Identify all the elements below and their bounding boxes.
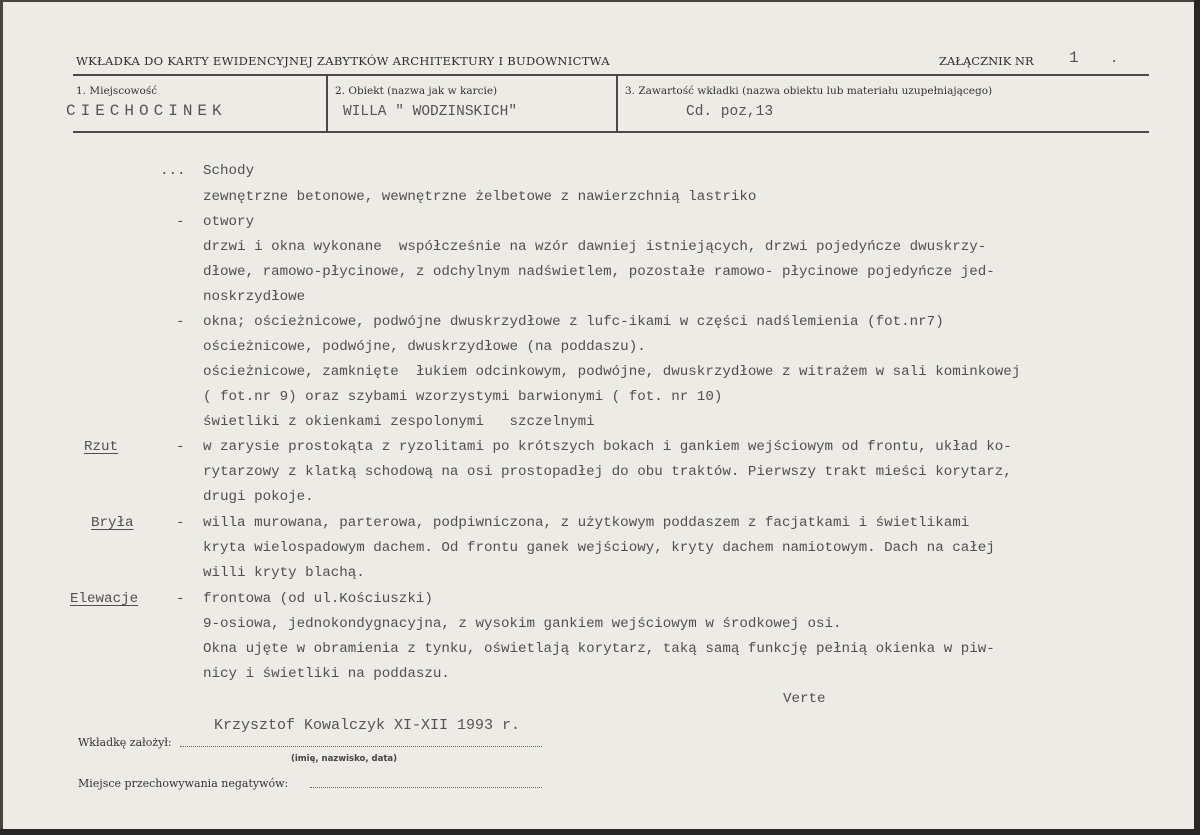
body-line: Okna ujęte w obramienia z tynku, oświetlają korytarz, taką samą funkcję pełnią okienka w piw- [203, 641, 995, 657]
body-line: okna; ościeżnicowe, podwójne dwuskrzydłowe z lufc-ikami w części nadślemienia (fot.nr7) [203, 314, 944, 330]
object-value: WILLA " WODZINSKICH" [343, 104, 518, 120]
body-line: zewnętrzne betonowe, wewnętrzne żelbetowe z nawierzchnią lastriko [203, 189, 757, 205]
header-top-rule [73, 74, 1149, 76]
body-line: rytarzowy z klatką schodową na osi prostopadłej do obu traktów. Pierwszy trakt mieści korytarz, [203, 464, 1012, 480]
body-line: 9-osiowa, jednokondygnacyjna, z wysokim gankiem wejściowym w środkowej osi. [203, 616, 842, 632]
line-marker: - [176, 214, 185, 230]
body-line: nicy i świetliki na poddaszu. [203, 666, 450, 682]
locality-value: CIECHOCINEK [66, 102, 227, 120]
object-label: 2. Obiekt (nazwa jak w karcie) [335, 85, 498, 97]
created-by-label: Wkładkę założył: [78, 736, 172, 749]
annex-label: ZAŁĄCZNIK NR [939, 54, 1034, 68]
body-line: otwory [203, 214, 255, 230]
created-by-value: Krzysztof Kowalczyk XI-XII 1993 r. [214, 717, 521, 734]
body-line: willa murowana, parterowa, podpiwniczona, z użytkowym poddaszem z facjatkami i świetlikami [203, 515, 970, 531]
body-line: willi kryty blachą. [203, 565, 365, 581]
body-line: ościeżnicowe, podwójne, dwuskrzydłowe (na poddaszu). [203, 339, 646, 355]
section-dash: - [176, 591, 185, 607]
locality-label: 1. Miejscowość [76, 85, 158, 97]
body-line: frontowa (od ul.Kościuszki) [203, 591, 433, 607]
section-label-elewacje: Elewacje [70, 591, 139, 607]
annex-number: 1 [1069, 49, 1079, 67]
section-label-rzut: Rzut [84, 439, 119, 455]
body-line: drugi pokoje. [203, 489, 314, 505]
body-line: kryta wielospadowym dachem. Od frontu ganek wejściowy, kryty dachem namiotowym. Dach na całej [203, 540, 995, 556]
header-divider-1 [326, 76, 328, 131]
contents-value: Cd. poz,13 [686, 104, 774, 120]
verte-note: Verte [783, 691, 826, 707]
body-line: dłowe, ramowo-płycinowe, z odchylnym nadświetlem, pozostałe ramowo- płycinowe pojedyńcze jed- [203, 264, 995, 280]
body-line: ościeżnicowe, zamknięte łukiem odcinkowym, podwójne, dwuskrzydłowe z witrażem w sali kominkowej [203, 364, 1021, 380]
section-dash: - [176, 439, 185, 455]
body-line: ( fot.nr 9) oraz szybami wzorzystymi barwionymi ( fot. nr 10) [203, 389, 723, 405]
line-marker: ... [160, 163, 186, 179]
contents-label: 3. Zawartość wkładki (nazwa obiektu lub materiału uzupełniającego) [625, 85, 993, 97]
header-bottom-rule [73, 131, 1149, 133]
negatives-field[interactable] [310, 787, 542, 788]
body-line: drzwi i okna wykonane współcześnie na wzór dawniej istniejących, drzwi pojedyńcze dwuskrzy- [203, 239, 987, 255]
created-by-field[interactable] [180, 746, 542, 747]
created-by-caption: (imię, nazwisko, data) [291, 754, 398, 764]
body-line: świetliki z okienkami zespolonymi szczelnymi [203, 414, 595, 430]
section-label-bryla: Bryła [91, 515, 134, 531]
annex-dot: . [1110, 51, 1119, 67]
header-divider-2 [616, 76, 618, 131]
body-line: noskrzydłowe [203, 289, 306, 305]
line-marker: - [176, 314, 185, 330]
body-line: w zarysie prostokąta z ryzolitami po krótszych bokach i gankiem wejściowym od frontu, układ ko- [203, 439, 1012, 455]
body-line: Schody [203, 163, 255, 179]
section-dash: - [176, 515, 185, 531]
form-title: WKŁADKA DO KARTY EWIDENCYJNEJ ZABYTKÓW ARCHITEKTURY I BUDOWNICTWA [76, 54, 610, 68]
negatives-label: Miejsce przechowywania negatywów: [78, 777, 289, 790]
